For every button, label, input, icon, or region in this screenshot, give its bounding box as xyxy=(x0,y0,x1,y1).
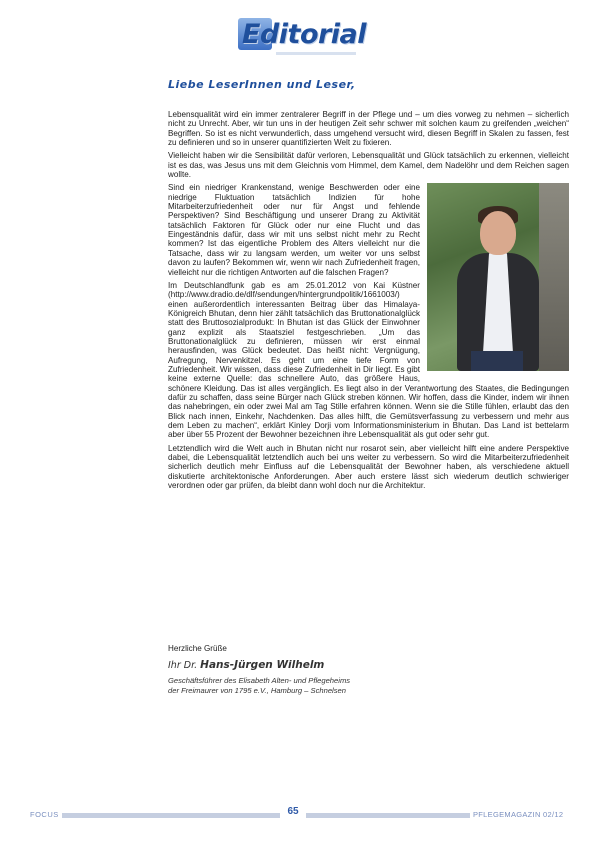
role-line-1: Geschäftsführer des Elisabeth Alten- und Pflegeheims xyxy=(168,676,351,685)
paragraph-5: Letztendlich wird die Welt auch in Bhutan nicht nur rosarot sein, aber vielleicht hilft eine andere Perspektive dabei, die Lebensqualität letztendlich auch bei uns weiter zu verbessern. So wird die Mitarbeiterzufriedenheit sicherlich deutlich mehr Einfluss auf die Lebensqualität der Bewohner haben, als verschiedene aktuell diskutierte architektonische Anforderungen. Aber auch erstere lässt sich wiederum deutlich schwieriger verordnen oder gar prüfen, da bleibt dann wohl doch nur die Architektur. xyxy=(168,443,569,491)
article-body xyxy=(168,110,569,494)
logo-underline xyxy=(276,52,356,55)
footer-magazine-label: PFLEGEMAGAZIN 02/12 xyxy=(473,810,564,819)
paragraph-3: Sind ein niedriger Krankenstand, wenige Beschwerden oder eine niedrige Fluktuation tatsächlich Indizien für hohe Mitarbeiterzufriedenheit oder nur für Angst und fehlende Perspektiven? Sind Beschäftigung und unserer Drang zu Aktivität tatsächlich Faktoren für Glück oder nur eine Flucht und das Eingeständnis dafür, dass wir mit uns selbst nicht mehr zu Recht kommen? Ist das eigentliche Problem des Alters vielleicht nur die Tatsache, dass wir zu langsam werden, um weiter vor uns selbst davon zu laufen? Bekommen wir, wenn wir nach Zufriedenheit fragen, vielleicht nur die richtigen Antworten auf die falschen Fragen? xyxy=(168,183,420,277)
closing-greeting: Herzliche Grüße xyxy=(168,644,227,653)
footer-section-label: FOCUS xyxy=(30,810,59,819)
salutation: Liebe LeserInnen und Leser, xyxy=(168,78,356,91)
signature-prefix: Ihr Dr. xyxy=(168,660,198,671)
editorial-logo xyxy=(234,14,367,56)
editorial-title: Editorial xyxy=(242,19,367,50)
signature-name: Hans-Jürgen Wilhelm xyxy=(200,659,325,671)
footer-bar-right xyxy=(306,813,470,818)
author-photo xyxy=(427,183,569,371)
paragraph-2: Vielleicht haben wir die Sensibilität dafür verloren, Lebensqualität und Glück tatsächlich zu erkennen, vielleicht ist es das, was Jesus uns mit dem Gleichnis vom Himmel, dem Kamel, dem Nadelöhr und dem Reichen sagen wollte. xyxy=(168,151,569,180)
author-role xyxy=(168,676,350,695)
role-line-2: der Freimaurer von 1795 e.V., Hamburg – Schnelsen xyxy=(168,685,346,695)
paragraph-1: Lebensqualität wird ein immer zentralerer Begriff in der Pflege und – um dies vorweg zu nehmen – sicherlich nicht zu Unrecht. Aber, wir tun uns in der heutigen Zeit sehr schwer mit solchen kaum zu greifenden „weichen“ Begriffen. So ist es nicht verwunderlich, dass umgehend versucht wird, diesen Begriff in Skalen zu fassen, fest zu definieren und so in unserer quantifizierten Welt zu fixieren. xyxy=(168,110,569,148)
footer-bar-left xyxy=(62,813,280,818)
paragraph-4: Im Deutschlandfunk gab es am 25.01.2012 von Kai Küstner (http://www.dradio.de/dlf/sendungen/hintergrundpolitik/1661003/) einen außerordentlich interessanten Beitrag über das Himalaya-Königreich Bhutan, denn hier zählt tatsächlich das Bruttonationalglück statt des Bruttosozialprodukt: In Bhutan ist das Glück der Einwohner ganz explizit als Staatsziel festgeschrieben. „Um das Bruttonationalglück zu definieren, müssen wir erst einmal herausfinden, was Glück bedeutet. Das heißt nicht: Vergnügung, Aufregung, Nervenkitzel. Es geht um eine tiefe Form von Zufriedenheit. Wir wissen, dass diese Zufriedenheit in Dir liegt. Es gibt keine externe Quelle: das schnellere Auto, das größere Haus, schönere Kleidung. Das ist alles vergänglich. Es liegt also in der Verantwortung des Staates, die Bedingungen dafür zu schaffen, dass seine Bürger nach Glück streben können. Wir hoffen, dass die Kinder, indem wir ihnen das nahebringen, ein oder zwei Mal am Tag Stille erfahren können. Wenn sie die Stille fühlen, erlaubt das den Blick nach innen, Einkehr, Nachdenken. Das alles hilft, die Gemütsverfassung zu verbessern und mehr aus dem Leben zu machen“, erklärt Kinley Dorji vom Informationsministerium in Bhutan. Das Land ist bettelarm aber über 55 Prozent der Bewohner bezeichnen ihre Lebensqualität als gut oder sehr gut. xyxy=(168,280,569,440)
page-number: 65 xyxy=(287,806,299,817)
signature xyxy=(168,659,324,671)
